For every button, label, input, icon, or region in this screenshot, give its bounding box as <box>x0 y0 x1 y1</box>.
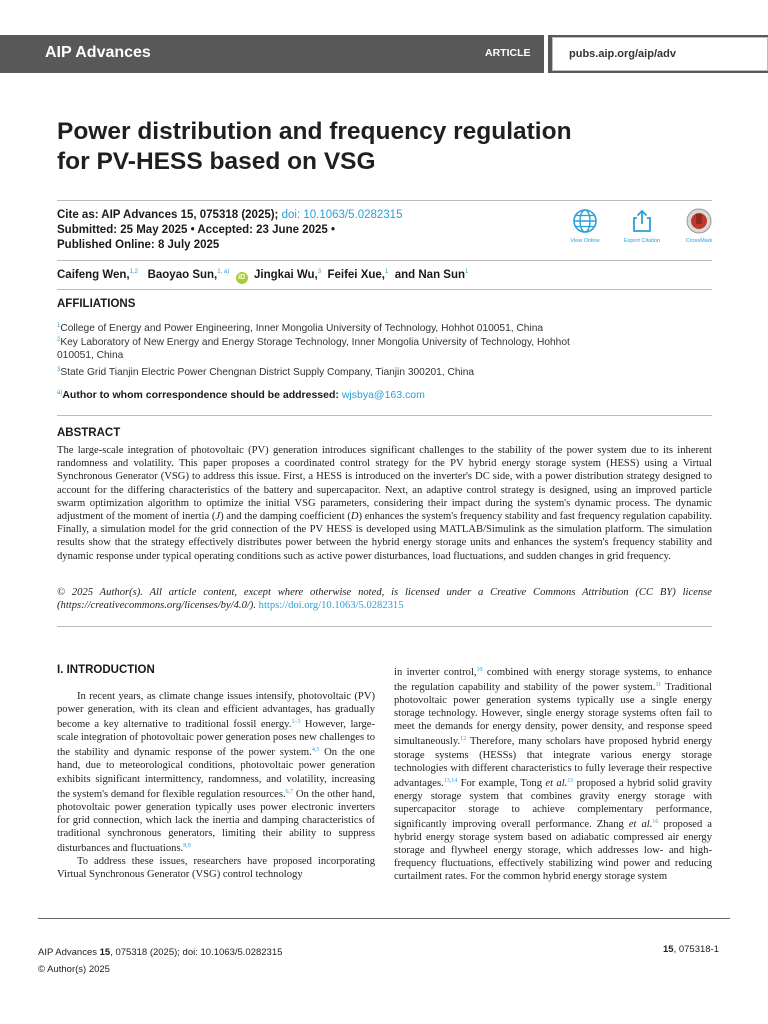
sentence: For example, Tong <box>457 777 546 789</box>
sentence: On the other hand, photovoltaic power generation typically uses power electronic inverters for grid connection, which lack the inertia and damping characteristics of traditional synchronous generators, limiting their ability to suppress disturbances and fluctuations. <box>57 788 375 855</box>
citation-ref[interactable]: 12 <box>460 736 467 743</box>
footer-journal: AIP Advances <box>38 947 100 958</box>
body-paragraph <box>394 664 712 884</box>
affiliation-item <box>57 364 617 379</box>
affiliation-text: Key Laboratory of New Energy and Energy Storage Technology, Inner Mongolia University of Technology, Hohhot 010051, China <box>57 337 570 361</box>
article-title <box>57 117 707 177</box>
article-label: ARTICLE <box>485 47 531 59</box>
citation-ref[interactable]: 4,5 <box>311 747 320 754</box>
footer-cite-rest: , 075318 (2025); doi: 10.1063/5.0282315 <box>110 947 283 958</box>
affiliation-number: 1 <box>57 323 61 329</box>
view-online-label: View Online <box>570 238 600 244</box>
affiliation-item <box>57 320 617 335</box>
sentence: combined with energy storage systems, to enhance the regulation capability and stability of the power system. <box>394 667 712 694</box>
et-al: et al. <box>545 777 568 789</box>
affiliation-item <box>57 334 602 362</box>
sentence: However, large-scale integration of photovoltaic power generation poses new challenges to the stability and dynamic response of the power system. <box>57 719 376 759</box>
sentence: In recent years, as climate change issues intensify, photovoltaic (PV) power generation, with its clean and efficient advantages, has gradually become a key alternative to traditional fossil energy. <box>57 691 375 731</box>
body-column-left <box>57 690 375 881</box>
doi-link[interactable]: doi: 10.1063/5.0282315 <box>281 209 403 221</box>
cite-line <box>57 209 402 221</box>
introduction-heading: I. INTRODUCTION <box>57 664 155 676</box>
license-text <box>57 586 712 612</box>
abstract-heading: ABSTRACT <box>57 427 121 439</box>
author-name[interactable]: Feifei Xue, <box>327 269 385 281</box>
et-al: et al. <box>628 819 653 831</box>
symbol-d: D <box>350 511 359 523</box>
author-affiliation-ref: 1 <box>465 269 469 275</box>
title-line-2: for PV-HESS based on VSG <box>57 148 376 175</box>
export-citation-label: Export Citation <box>623 238 661 244</box>
correspondence-label: Author to whom correspondence should be addressed: <box>62 389 339 401</box>
journal-header <box>0 35 768 73</box>
correspondence-mark: a) <box>57 390 63 396</box>
dates-line: Submitted: 25 May 2025 • Accepted: 23 June 2025 • <box>57 224 335 236</box>
affiliation-text: College of Energy and Power Engineering, Inner Mongolia University of Technology, Hohhot 010051, China <box>60 323 544 334</box>
sentence: proposed a hybrid energy storage system based on adiabatic compressed air energy storage and flywheel energy storage, which addresses low- and high-frequency fluctuations, effectively stabilizing wind power and reducing curtailment rates. For the common hybrid energy storage system <box>394 819 712 883</box>
footer-citation <box>38 944 282 978</box>
citation-ref[interactable]: 15 <box>567 777 574 784</box>
symbol-j: J <box>215 511 221 523</box>
body-column-right <box>394 664 712 884</box>
abstract-part: ) and the damping coefficient ( <box>220 511 351 523</box>
export-icon <box>629 208 655 234</box>
sentence: Traditional photovoltaic power generation systems typically use a single energy storage technology. However, single energy storage systems often fail to meet the demands for energy density, power density, and response speed simultaneously. <box>394 682 712 748</box>
license-doi-link[interactable]: https://doi.org/10.1063/5.0282315 <box>258 600 404 612</box>
journal-url-box[interactable] <box>552 37 768 71</box>
affiliation-number: 2 <box>57 337 61 343</box>
author-name[interactable]: Baoyao Sun, <box>147 269 218 281</box>
published-line: Published Online: 8 July 2025 <box>57 239 220 251</box>
author-affiliation-ref: 1 <box>385 269 389 275</box>
author-list <box>57 269 468 284</box>
footer-volume: 15 <box>99 947 111 958</box>
divider <box>57 415 712 416</box>
view-online-button[interactable] <box>562 208 608 244</box>
footer-page-volume: 15 <box>662 944 674 955</box>
divider <box>57 626 712 627</box>
journal-name[interactable]: AIP Advances <box>45 44 151 61</box>
abstract-text <box>57 444 712 563</box>
citation-ref[interactable]: 11 <box>655 682 662 689</box>
author-affiliation-ref: 1,2 <box>129 269 138 275</box>
footer-page-number <box>663 944 719 955</box>
sentence: proposed a hybrid solid gravity energy storage system that combines gravity energy storage with supercapacitor storage to achieve complementary performance, significantly improving overall performance. Zhang <box>394 777 712 831</box>
orcid-icon[interactable]: iD <box>236 272 248 284</box>
author-affiliation-ref: 3 <box>317 269 322 275</box>
sentence: in inverter control, <box>394 667 477 678</box>
author-affiliation-ref: 1, a) <box>217 269 230 275</box>
footer-divider <box>38 918 730 919</box>
correspondence-email-link[interactable]: wjsbya@163.com <box>341 389 425 401</box>
crossmark-button[interactable] <box>676 208 722 244</box>
body-paragraph <box>57 690 375 855</box>
divider <box>57 289 712 290</box>
sentence: Therefore, many scholars have proposed hybrid energy storage systems (HESSs) that integrate various energy storage technologies with different characteristics to fully leverage their respective advantages. <box>394 736 712 789</box>
globe-icon <box>572 208 598 234</box>
abstract-part: The large-scale integration of photovoltaic (PV) generation introduces significant challenges to the stability of the power system due to its inherent randomness and volatility. This paper proposes a coordinated control strategy for the PV hybrid energy storage system (HESS) using a Virtual Synchronous Generator (VSG) to address this issue. First, a HESS is introduced on the inverter's DC side, with a power distribution strategy designed to account for the differing characteristics of the battery and supercapacitor. Next, an adaptive control strategy is designed, using an improved particle swarm optimization algorithm to optimize the initial VSG parameters, considering their impact during the system's dynamic process. The dynamic adjustment of the moment of inertia ( <box>57 445 712 523</box>
citation-ref[interactable]: 8,9 <box>183 843 191 850</box>
citation-ref[interactable]: 13,14 <box>443 777 458 784</box>
citation-ref[interactable]: 1–3 <box>291 719 301 726</box>
journal-url[interactable]: pubs.aip.org/aip/adv <box>569 48 676 60</box>
author-name[interactable]: and Nan Sun <box>394 269 466 281</box>
license-statement: © 2025 Author(s). All article content, except where otherwise noted, is licensed under a Creative Commons Attribution (CC BY) license (https://creativecommons.org/licenses/by/4.0/). <box>57 587 712 612</box>
divider <box>57 200 712 201</box>
divider <box>57 260 712 261</box>
crossmark-label: CrossMark <box>685 238 713 244</box>
citation-ref[interactable]: 10 <box>476 667 483 673</box>
footer-copyright: © Author(s) 2025 <box>38 964 110 975</box>
title-line-1: Power distribution and frequency regulation <box>57 118 572 145</box>
citation-ref[interactable]: 16 <box>652 819 659 826</box>
sentence: On the one hand, due to meteorological conditions, photovoltaic power generation exhibits significant intermittency, randomness, and volatility, increasing the system's demand for flexible regulation resources. <box>57 747 375 800</box>
correspondence-line <box>57 389 425 401</box>
crossmark-icon <box>686 208 712 234</box>
author-name[interactable]: Caifeng Wen, <box>57 269 130 281</box>
affiliations-heading: AFFILIATIONS <box>57 298 136 310</box>
citation-ref[interactable]: 6,7 <box>285 788 294 795</box>
cite-prefix: Cite as: AIP Advances 15, 075318 (2025); <box>57 209 279 221</box>
affiliation-number: 3 <box>57 367 61 373</box>
body-paragraph: To address these issues, researchers have proposed incorporating Virtual Synchronous Generator (VSG) control technology <box>57 856 375 881</box>
abstract-part: ) enhances the system's frequency stability and fast frequency regulation capability. Finally, a simulation model for the grid connection of the PV HESS is developed using MATLAB/Simulink as the simulation platform. The simulation results show that the strategy effectively distributes power between the hybrid energy storage units and enhances the system's frequency stability and dynamic response under typical operating conditions such as active power disturbances, load fluctuations, and sudden changes in grid frequency. <box>57 511 712 562</box>
author-name[interactable]: Jingkai Wu, <box>254 269 318 281</box>
export-citation-button[interactable] <box>619 208 665 244</box>
footer-page-rest: , 075318-1 <box>673 944 719 955</box>
affiliation-text: State Grid Tianjin Electric Power Chengnan District Supply Company, Tianjin 300201, China <box>60 367 475 378</box>
